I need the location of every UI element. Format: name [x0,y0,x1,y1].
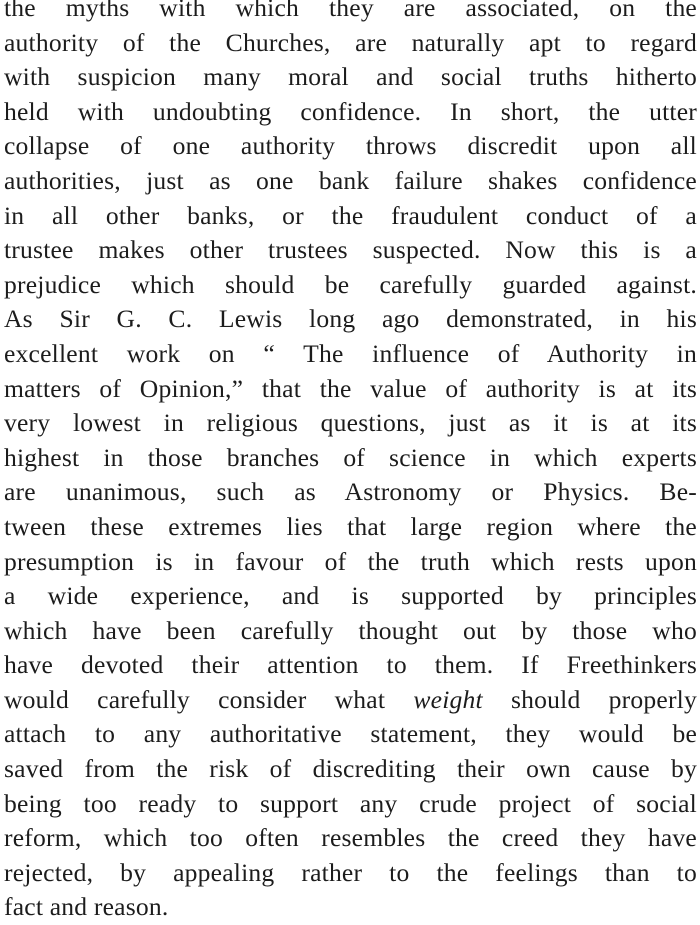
text-segment: would carefully consider what [4,684,414,714]
text-line: excellent work on “ The influence of Authority in [4,338,697,368]
text-line: are unanimous, such as Astronomy or Physics. Be- [4,477,697,507]
text-line: which have been carefully thought out by those who [4,615,697,645]
text-line: authority of the Churches, are naturally apt to regard [4,27,697,57]
text-line: matters of Opinion,” that the value of authority is at its [4,373,697,403]
text-line: collapse of one authority throws discredit upon all [4,131,697,161]
text-line: presumption is in favour of the truth which rests upon [4,546,697,576]
text-segment: should properly [482,684,697,714]
text-line: fact and reason. [4,892,169,922]
text-line: reform, which too often resembles the creed they have [4,823,697,853]
text-line: As Sir G. C. Lewis long ago demonstrated, in his [4,304,697,334]
text-line: very lowest in religious questions, just as it is at its [4,408,697,438]
text-line: in all other banks, or the fraudulent conduct of a [4,200,697,230]
text-line: being too ready to support any crude project of social [4,788,697,818]
text-line: with suspicion many moral and social truths hitherto [4,62,697,92]
text-line: prejudice which should be carefully guarded against. [4,269,697,299]
text-line: attach to any authoritative statement, they would be [4,719,697,749]
text-line [4,683,697,718]
text-line: held with undoubting confidence. In short, the utter [4,96,697,126]
emphasized-word: weight [413,684,483,714]
text-line: authorities, just as one bank failure shakes confidence [4,165,697,195]
text-line: a wide experience, and is supported by principles [4,581,697,611]
text-line: saved from the risk of discrediting their own cause by [4,754,697,784]
text-line: rejected, by appealing rather to the feelings than to [4,857,697,887]
text-line: have devoted their attention to them. If Freethinkers [4,650,697,680]
text-line: tween these extremes lies that large region where the [4,511,697,541]
text-line: highest in those branches of science in which experts [4,442,697,472]
text-line: the myths with which they are associated, on the [4,0,697,22]
text-line: trustee makes other trustees suspected. Now this is a [4,235,697,265]
